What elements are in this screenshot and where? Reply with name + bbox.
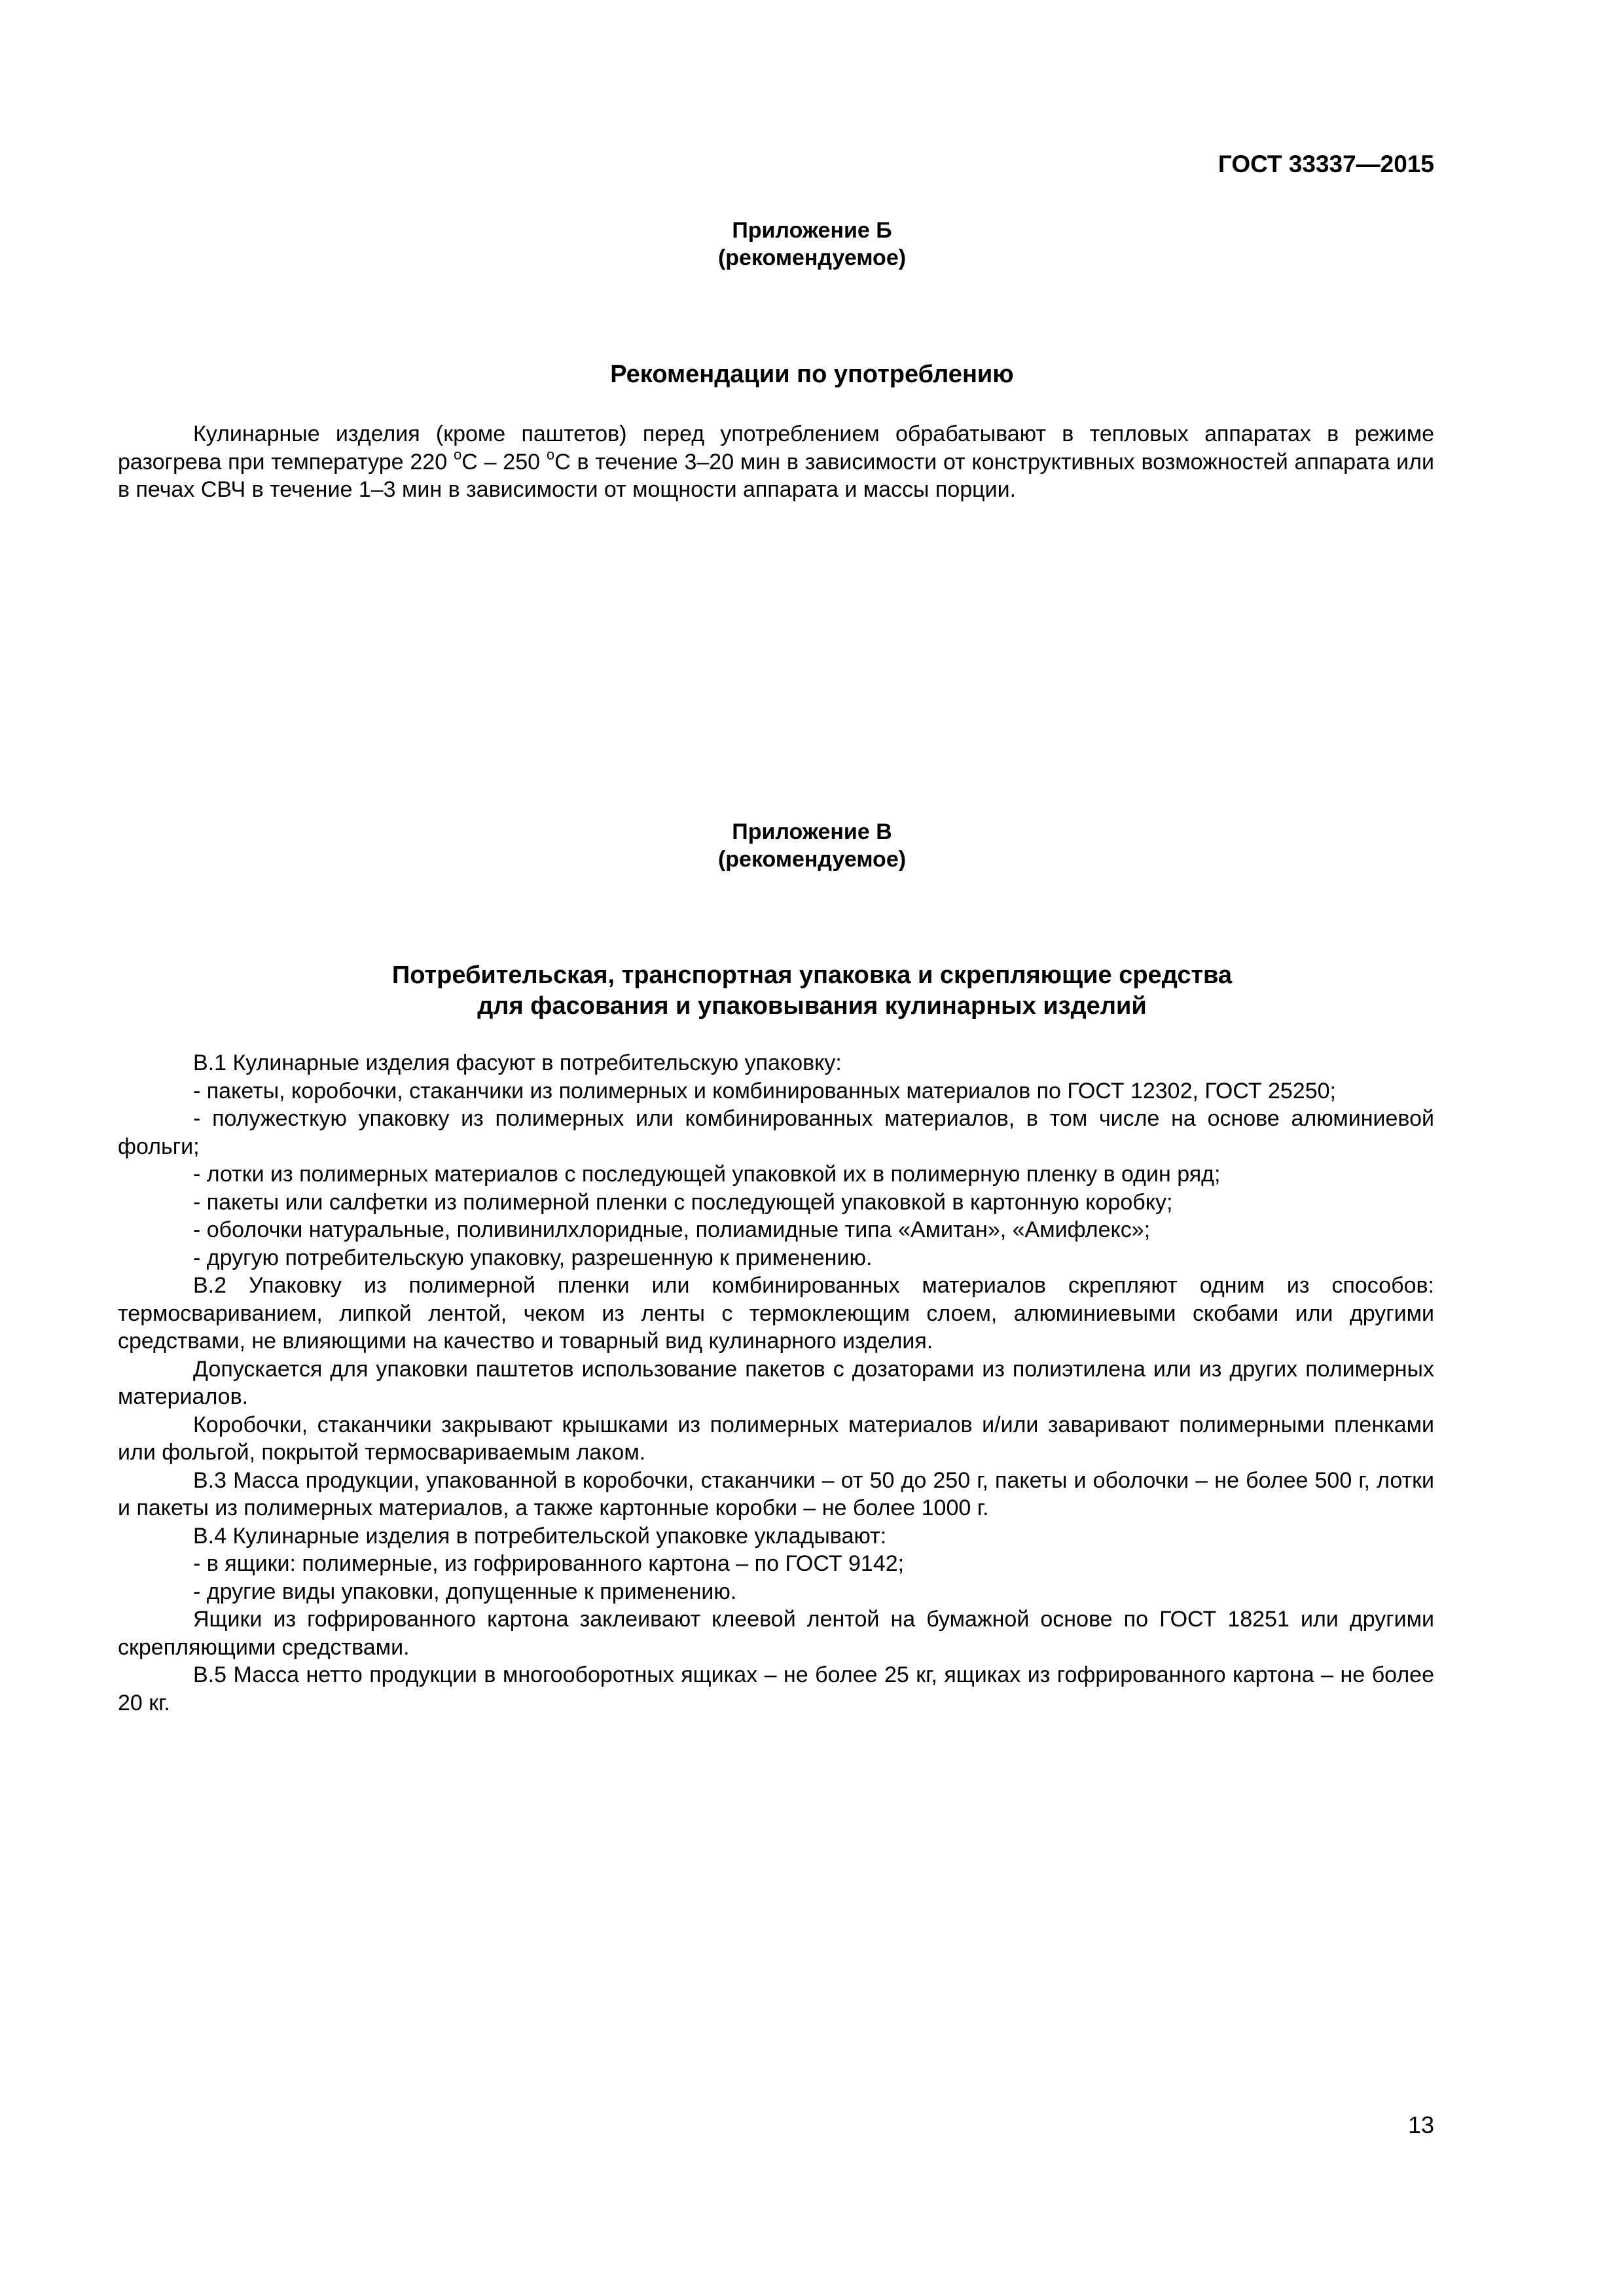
annex-v-paragraph-12: В.4 Кулинарные изделия в потребительской упаковке укладывают: [193, 1523, 887, 1549]
annex-v-title-line-2: для фасования и упаковывания кулинарных изделий [477, 992, 1147, 1020]
annex-v-paragraph-2: - пакеты, коробочки, стаканчики из полимерных и комбинированных материалов по ГОСТ 12302, ГОСТ 25250; [193, 1078, 1336, 1103]
annex-b-text-part: С – 250 [461, 449, 547, 475]
annex-v-paragraph-5: - пакеты или салфетки из полимерной пленки с последующей упаковкой в картонную коробку; [193, 1189, 1173, 1215]
annex-b-text-part: Кулинарные изделия (кроме паштетов) перед употреблением обрабатывают в тепловых аппаратах в режиме разогрева при температуре 220 [118, 422, 1434, 475]
annex-v-paragraph-3: - полужесткую упаковку из полимерных или комбинированных материалов, в том числе на основе алюминиевой фольги; [118, 1106, 1434, 1159]
page-number: 13 [1407, 2111, 1434, 2138]
annex-v-paragraph-6: - оболочки натуральные, поливинилхлоридные, полиамидные типа «Амитан», «Амифлекс»; [193, 1217, 1151, 1242]
annex-v-body [118, 1049, 1434, 1717]
annex-v-paragraph-1: В.1 Кулинарные изделия фасуют в потребительскую упаковку: [193, 1050, 842, 1075]
annex-b-status: (рекомендуемое) [717, 245, 907, 270]
annex-v-paragraph-4: - лотки из полимерных материалов с последующей упаковкой их в полимерную пленку в один ряд; [193, 1162, 1221, 1187]
annex-v-title-line-1: Потребительская, транспортная упаковка и скрепляющие средства [391, 961, 1233, 989]
annex-b-paragraph [118, 420, 1434, 504]
annex-v-paragraph-7: - другую потребительскую упаковку, разрешенную к применению. [193, 1245, 873, 1270]
annex-v-status: (рекомендуемое) [717, 847, 907, 872]
annex-v-paragraph-16: В.5 Масса нетто продукции в многооборотных ящиках – не более 25 кг, ящиках из гофрированного картона – не более 20 кг. [118, 1662, 1434, 1715]
annex-v-paragraph-13: - в ящики: полимерные, из гофрированного картона – по ГОСТ 9142; [193, 1551, 905, 1576]
annex-b-text-part: С в течение 3–20 мин в зависимости от конструктивных возможностей аппарата или в печах СВЧ в течение 1–3 мин в зависимости от мощности аппарата и массы порции. [118, 449, 1434, 502]
annex-v-heading: Приложение В [732, 819, 892, 844]
annex-b-title: Рекомендации по употреблению [610, 361, 1014, 388]
annex-b-heading: Приложение Б [732, 218, 892, 243]
annex-v-paragraph-11: В.3 Масса продукции, упакованной в коробочки, стаканчики – от 50 до 250 г, пакеты и оболочки – не более 500 г, лотки и пакеты из полимерных материалов, а также картонные коробки – не более 1000 г. [118, 1467, 1434, 1520]
annex-v-paragraph-14: - другие виды упаковки, допущенные к применению. [193, 1579, 737, 1604]
document-number: ГОСТ 33337—2015 [1218, 151, 1434, 177]
annex-v-paragraph-9: Допускается для упаковки паштетов использование пакетов с дозаторами из полиэтилена или из других полимерных материалов. [118, 1356, 1434, 1409]
degree-sign: о [546, 446, 555, 463]
annex-b-body [118, 420, 1434, 504]
annex-v-paragraph-10: Коробочки, стаканчики закрывают крышками из полимерных материалов и/или заваривают полимерными пленками или фольгой, покрытой термосвариваемым лаком. [118, 1412, 1434, 1465]
annex-v-paragraph-8: В.2 Упаковку из полимерной пленки или комбинированных материалов скрепляют одним из способов: термосвариванием, липкой лентой, чеком из ленты с термоклеющим слоем, алюминиевыми скобами или другими средствами, не влияющими на качество и товарный вид кулинарного изделия. [118, 1273, 1434, 1354]
annex-v-paragraph-15: Ящики из гофрированного картона заклеивают клеевой лентой на бумажной основе по ГОСТ 18251 или другими скрепляющими средствами. [118, 1607, 1434, 1660]
degree-sign: о [453, 446, 462, 463]
